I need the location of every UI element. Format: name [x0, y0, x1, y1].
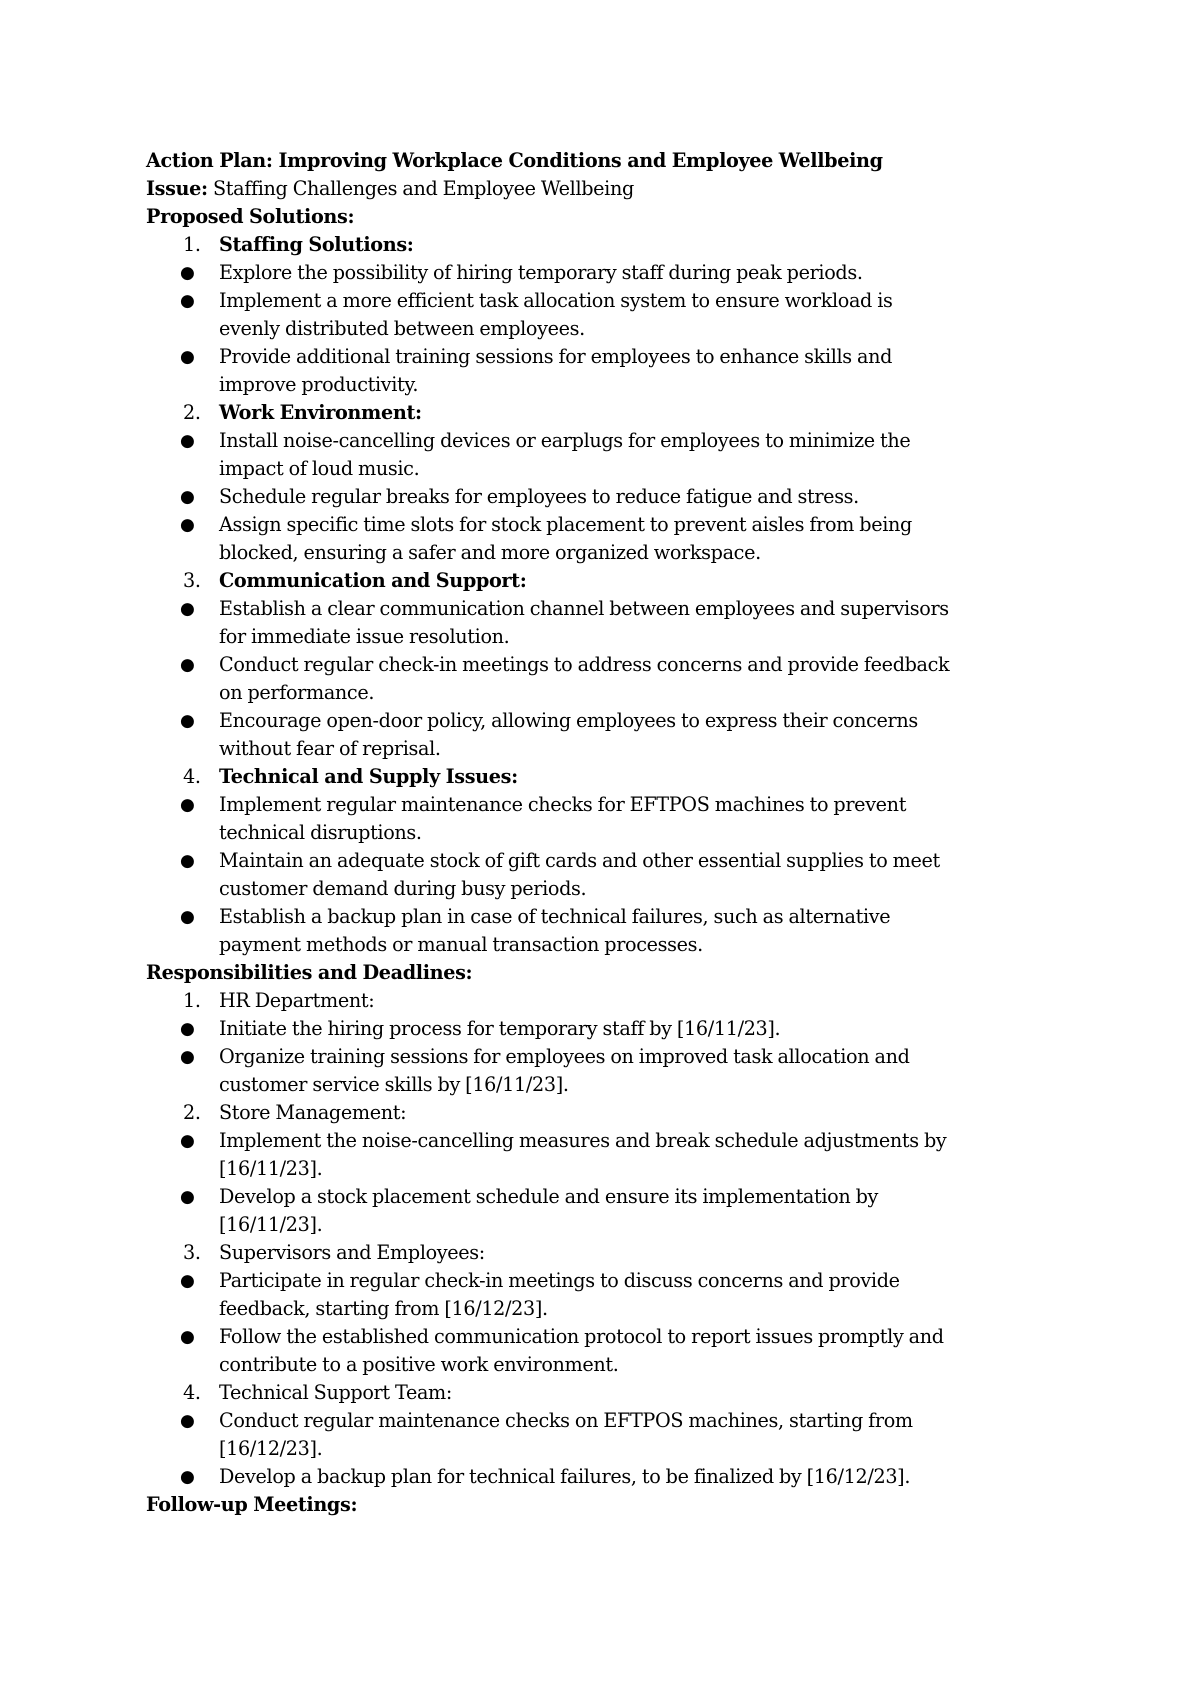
item-number: 3. — [183, 569, 201, 592]
bullet-icon: ● — [180, 1411, 195, 1431]
item-number: 2. — [183, 1101, 201, 1124]
bullet-icon: ● — [180, 795, 195, 815]
bullet-icon: ● — [180, 347, 195, 367]
issue-text: Staffing Challenges and Employee Wellbeing — [207, 177, 634, 200]
responsibilities-list — [146, 987, 1066, 1015]
bullet-text: Schedule regular breaks for employees to reduce fatigue and stress. — [219, 485, 859, 508]
item-title: Supervisors and Employees: — [219, 1241, 485, 1264]
list-item — [146, 427, 1066, 483]
item-number: 4. — [183, 1381, 201, 1404]
list-item — [146, 791, 1066, 847]
bullet-icon: ● — [180, 1131, 195, 1151]
item-number: 1. — [183, 233, 201, 256]
proposed-item-4 — [146, 763, 1066, 791]
bullet-text: Establish a backup plan in case of technical failures, such as alternative payment methods or manual transaction processes. — [219, 905, 891, 956]
list-item — [146, 595, 1066, 651]
proposed-solutions-list — [146, 763, 1066, 791]
list-item — [146, 707, 1066, 763]
list-item — [146, 511, 1066, 567]
issue-line — [146, 175, 1066, 203]
list-item — [146, 651, 1066, 707]
bullet-text: Develop a stock placement schedule and ensure its implementation by [16/11/23]. — [219, 1185, 879, 1236]
bullet-icon: ● — [180, 431, 195, 451]
bullet-text: Conduct regular check-in meetings to address concerns and provide feedback on performance. — [219, 653, 950, 704]
bullet-icon: ● — [180, 1187, 195, 1207]
bullet-list — [146, 259, 1066, 399]
bullet-text: Conduct regular maintenance checks on EFTPOS machines, starting from [16/12/23]. — [219, 1409, 913, 1460]
bullet-icon: ● — [180, 263, 195, 283]
list-item — [146, 1267, 1066, 1323]
bullet-icon: ● — [180, 1327, 195, 1347]
responsibility-item-1 — [146, 987, 1066, 1015]
list-item — [146, 287, 1066, 343]
item-number: 2. — [183, 401, 201, 424]
proposed-solutions-list — [146, 567, 1066, 595]
bullet-icon: ● — [180, 291, 195, 311]
proposed-solutions-list — [146, 231, 1066, 259]
item-number: 3. — [183, 1241, 201, 1264]
bullet-text: Assign specific time slots for stock placement to prevent aisles from being blocked, ensuring a safer and more organized workspace. — [219, 513, 912, 564]
bullet-list — [146, 595, 1066, 763]
list-item — [146, 1323, 1066, 1379]
bullet-text: Implement the noise-cancelling measures and break schedule adjustments by [16/11/23]. — [219, 1129, 947, 1180]
responsibilities-list — [146, 1379, 1066, 1407]
item-title: Technical and Supply Issues: — [219, 765, 518, 788]
bullet-list — [146, 427, 1066, 567]
bullet-icon: ● — [180, 907, 195, 927]
bullet-text: Encourage open-door policy, allowing employees to express their concerns without fear of reprisal. — [219, 709, 918, 760]
bullet-icon: ● — [180, 487, 195, 507]
document-page — [146, 147, 1066, 1519]
bullet-text: Organize training sessions for employees on improved task allocation and customer service skills by [16/11/23]. — [219, 1045, 910, 1096]
list-item — [146, 343, 1066, 399]
item-number: 4. — [183, 765, 201, 788]
bullet-text: Establish a clear communication channel between employees and supervisors for immediate issue resolution. — [219, 597, 949, 648]
bullet-icon: ● — [180, 711, 195, 731]
responsibility-item-3 — [146, 1239, 1066, 1267]
bullet-icon: ● — [180, 1019, 195, 1039]
list-item — [146, 259, 1066, 287]
proposed-item-3 — [146, 567, 1066, 595]
list-item — [146, 1043, 1066, 1099]
bullet-icon: ● — [180, 599, 195, 619]
item-number: 1. — [183, 989, 201, 1012]
bullet-text: Initiate the hiring process for temporary staff by [16/11/23]. — [219, 1017, 781, 1040]
list-item — [146, 1407, 1066, 1463]
bullet-icon: ● — [180, 1047, 195, 1067]
proposed-solutions-heading: Proposed Solutions: — [146, 205, 355, 228]
bullet-icon: ● — [180, 515, 195, 535]
bullet-text: Implement a more efficient task allocation system to ensure workload is evenly distributed between employees. — [219, 289, 893, 340]
list-item — [146, 1015, 1066, 1043]
bullet-list — [146, 1407, 1066, 1491]
list-item — [146, 903, 1066, 959]
issue-label: Issue: — [146, 177, 208, 200]
bullet-text: Follow the established communication protocol to report issues promptly and contribute to a positive work environment. — [219, 1325, 944, 1376]
list-item — [146, 1127, 1066, 1183]
bullet-text: Explore the possibility of hiring temporary staff during peak periods. — [219, 261, 863, 284]
responsibilities-heading: Responsibilities and Deadlines: — [146, 961, 473, 984]
bullet-text: Implement regular maintenance checks for EFTPOS machines to prevent technical disruptions. — [219, 793, 907, 844]
document-title: Action Plan: Improving Workplace Conditions and Employee Wellbeing — [146, 149, 883, 172]
bullet-text: Develop a backup plan for technical failures, to be finalized by [16/12/23]. — [219, 1465, 911, 1488]
bullet-list — [146, 1127, 1066, 1239]
bullet-list — [146, 1267, 1066, 1379]
item-title: HR Department: — [219, 989, 375, 1012]
bullet-icon: ● — [180, 851, 195, 871]
bullet-list — [146, 791, 1066, 959]
item-title: Work Environment: — [219, 401, 422, 424]
responsibilities-list — [146, 1239, 1066, 1267]
list-item — [146, 847, 1066, 903]
bullet-text: Participate in regular check-in meetings to discuss concerns and provide feedback, starting from [16/12/23]. — [219, 1269, 900, 1320]
bullet-text: Provide additional training sessions for employees to enhance skills and improve productivity. — [219, 345, 893, 396]
follow-up-heading: Follow-up Meetings: — [146, 1493, 358, 1516]
proposed-solutions-list — [146, 399, 1066, 427]
bullet-text: Install noise-cancelling devices or earplugs for employees to minimize the impact of loud music. — [219, 429, 911, 480]
bullet-text: Maintain an adequate stock of gift cards and other essential supplies to meet customer demand during busy periods. — [219, 849, 940, 900]
responsibilities-list — [146, 1099, 1066, 1127]
item-title: Store Management: — [219, 1101, 407, 1124]
bullet-icon: ● — [180, 655, 195, 675]
list-item — [146, 1183, 1066, 1239]
bullet-list — [146, 1015, 1066, 1099]
proposed-item-2 — [146, 399, 1066, 427]
responsibility-item-2 — [146, 1099, 1066, 1127]
list-item — [146, 1463, 1066, 1491]
item-title: Technical Support Team: — [219, 1381, 452, 1404]
list-item — [146, 483, 1066, 511]
responsibility-item-4 — [146, 1379, 1066, 1407]
proposed-item-1 — [146, 231, 1066, 259]
bullet-icon: ● — [180, 1467, 195, 1487]
item-title: Communication and Support: — [219, 569, 527, 592]
bullet-icon: ● — [180, 1271, 195, 1291]
item-title: Staffing Solutions: — [219, 233, 414, 256]
